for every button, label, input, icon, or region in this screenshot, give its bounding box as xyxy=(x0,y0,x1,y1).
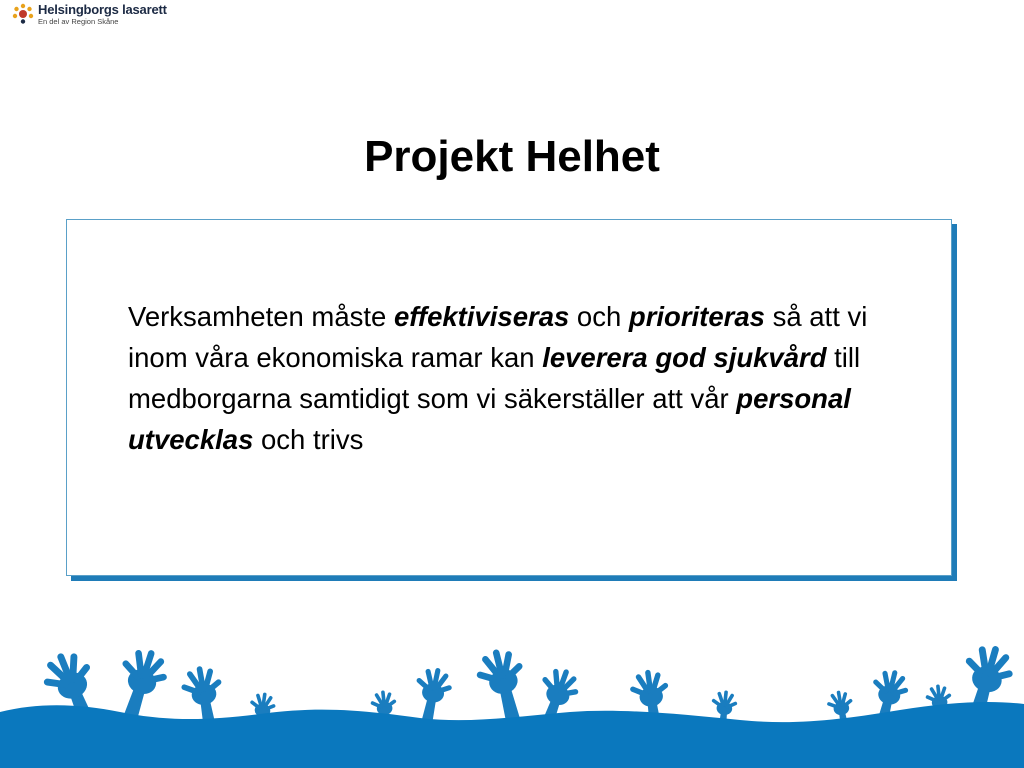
logo-sun-icon xyxy=(12,3,34,25)
logo-subtitle: En del av Region Skåne xyxy=(38,17,119,26)
body-text-segment: och trivs xyxy=(253,424,364,455)
hospital-logo xyxy=(12,3,167,26)
slide-title: Projekt Helhet xyxy=(364,132,660,181)
emphasized-phrase: prioriteras xyxy=(628,301,765,332)
emphasized-phrase: personal utvecklas xyxy=(128,383,851,455)
emphasized-phrase: leverera god sjukvård xyxy=(542,342,827,373)
body-paragraph xyxy=(128,296,908,460)
logo-name: Helsingborgs lasarett xyxy=(38,2,167,17)
hands-landscape-illustration xyxy=(0,600,1024,768)
body-text-segment: så att vi inom våra ekonomiska ramar kan xyxy=(128,301,868,373)
body-text-segment: och xyxy=(569,301,629,332)
emphasized-phrase: effektiviseras xyxy=(393,301,570,332)
body-text-segment: till medborgarna samtidigt som vi säkerställer att vår xyxy=(128,342,861,414)
body-text-segment: Verksamheten måste xyxy=(128,301,394,332)
